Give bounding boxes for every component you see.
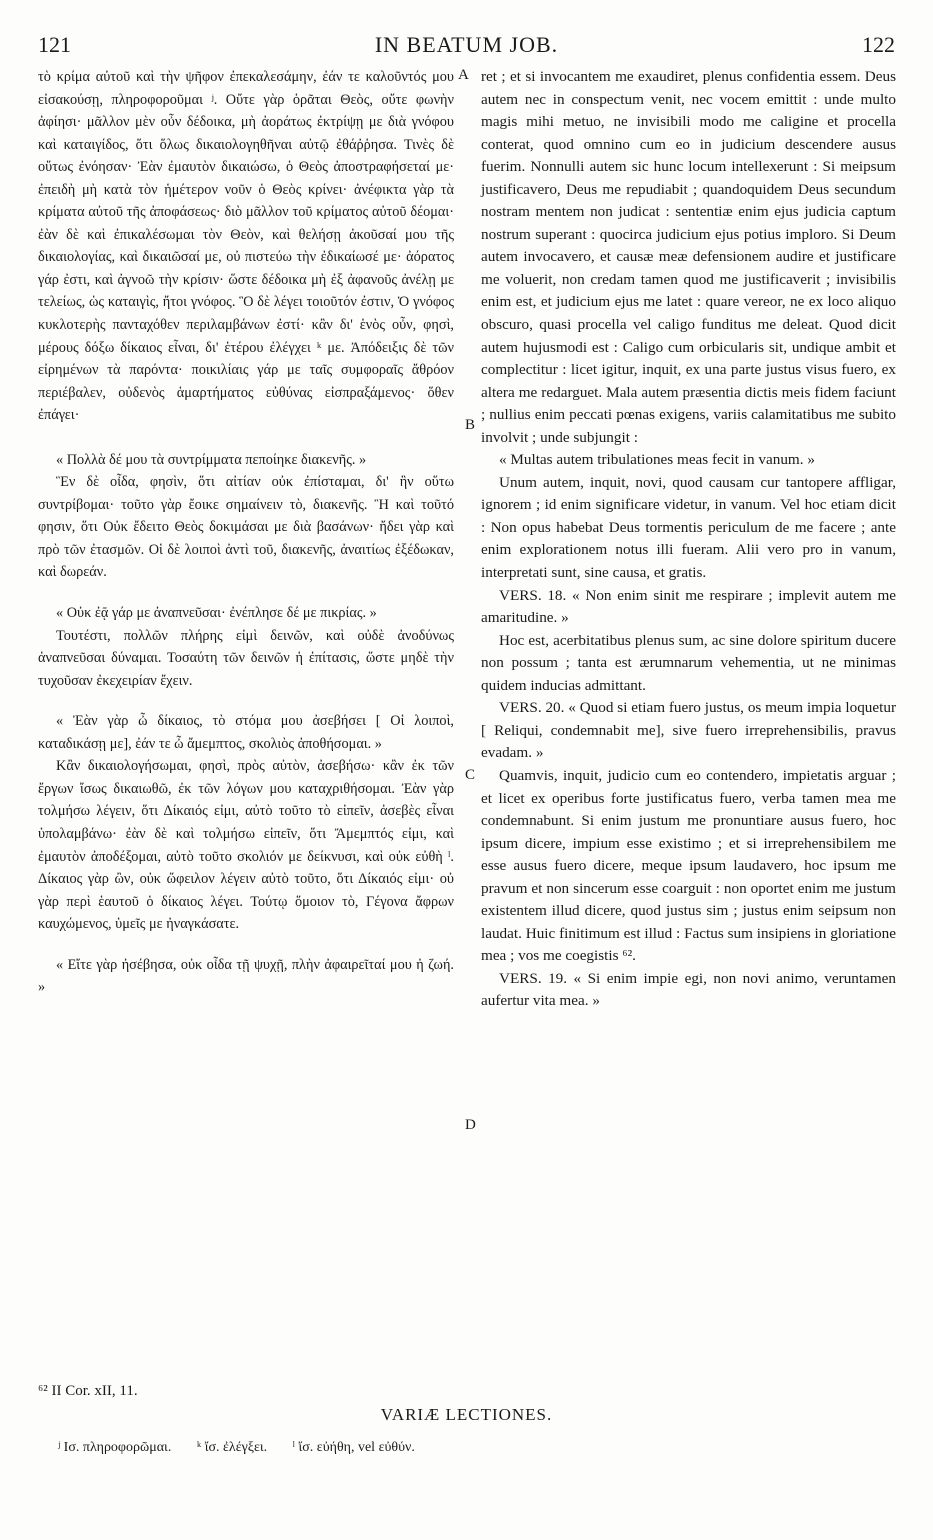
page-number-right: 122 (862, 32, 895, 57)
greek-verse: « Εἴτε γὰρ ἠσέβησα, οὐκ οἶδα τῇ ψυχῇ, πλὴν ἀφαιρεῖταί μου ἡ ζωή. » (38, 956, 454, 996)
greek-paragraph: Τουτέστι, πολλῶν πλήρης εἰμὶ δεινῶν, καὶ οὐδὲ ἀνοδύνως ἀναπνεῦσαι δύναμαι. Τοσαύτη τῶν δεινῶν ἡ ἐπίτασις, ὥστε μηδὲ τὴν τυχοῦσαν ἐκεχειρίαν ἔχειν. (38, 627, 454, 689)
variant-reading: ˡ ἴσ. εὐήθη, vel εὐθύν. (292, 1440, 415, 1455)
greek-verse: « Πολλὰ δέ μου τὰ συντρίμματα πεποίηκε διακενῆς. » (56, 451, 367, 468)
latin-verse: VERS. 19. « Si enim impie egi, non novi animo, veruntamen aufertur vita mea. » (481, 969, 896, 1010)
latin-paragraph: Unum autem, inquit, novi, quod causam cur tantopere affligar, ignorem ; id enim significare videtur, in vanum. Vel hoc etiam dicit : Non opus habebat Deus tormentis periculum de me facere ; ante enim explorationem notus illi fueram. Alii vero pro in vanum, interpretati sunt, sine causa, et gratis. (481, 473, 896, 582)
margin-letter-b: B (465, 417, 476, 433)
latin-verse: « Multas autem tribulationes meas fecit in vanum. » (499, 451, 815, 469)
margin-letter-a: A (458, 67, 469, 83)
latin-paragraph: Hoc est, acerbitatibus plenus sum, ac sine dolore spiritum ducere non possum ; tanta est ærumnarum vehementia, ut ne minimas quidem inducias admittant. (481, 631, 896, 694)
greek-verse: « Οὐκ ἐᾷ γάρ με ἀναπνεῦσαι· ἐνέπλησε δέ με πικρίας. » (56, 605, 377, 622)
greek-paragraph: τὸ κρίμα αὐτοῦ καὶ τὴν ψῆφον ἐπεκαλεσάμην, ἐάν τε καλοῦντός μου εἰσακούσῃ, πληροφοροῦμαι ʲ. Οὔτε γὰρ ὁρᾶται Θεὸς, οὔτε φωνὴν ἀφίησι· μᾶλλον μὲν οὖν δέδοικα, μὴ ἀοράτως ἐκτρίψῃ με διὰ γνόφου καὶ καταιγίδος, ὅτι ὅλως δικαιολογηθῆναι αὐτῷ ἐθάῤῥησα. Τινὲς δὲ οὕτως ἐνόησαν· Ἐὰν ἐμαυτὸν δικαιώσω, ὁ Θεὸς ἀποστραφήσεταί με· ἐπειδὴ μὴ κατὰ τὸν ἡμέτερον νοῦν ὁ Θεὸς κρίνει· ἀνέφικτα γὰρ τὰ κρίματα αὐτοῦ τῆς ἀποφάσεως· διὸ μᾶλλον τοῦ κρίματος αὐτοῦ δέομαι· ἐὰν δὲ καὶ ἐπικαλέσωμαι τὸν Θεὸν, καὶ θελήσῃ ἀκοῦσαί μου τῆς δικαιολογίας, καὶ δικαιῶσαί με, οὐ πιστεύω τὴν ἐδικαίωσέ με· ἀόρατος γάρ ἐστι, καὶ ἀγνοῶ τὴν κρίσιν· ὥστε δέδοικα μὴ ἐξ ἀφανοῦς ἀνέλῃ με τελείως, ὡς καταιγὶς, ἤτοι γνόφος. Ὃ δὲ λέγει τοιοῦτόν ἐστιν, Ὁ γνόφος κυκλοτερὴς πανταχόθεν περιλαμβάνων ἐστί· κἂν δι' ἑνὸς οὖν, φησὶ, μέρους δόξω δίκαιος εἶναι, δι' ἑτέρου ἐλέγχει ᵏ με. Ἀπόδειξις δὲ τῶν εἰρημένων τὰ παρόντα· ποικιλίαις γάρ με ταῖς συμφοραῖς ἄθρόον περιέβαλεν, οὐδενὸς ἁμαρτήματος εὐθύνας εἰσπραξάμενος· ὅθεν ἐπάγει· (38, 69, 454, 424)
greek-verse: « Ἐὰν γὰρ ὦ δίκαιος, τὸ στόμα μου ἀσεβήσει [ Οἱ λοιποὶ, καταδικάσῃ με], ἐάν τε ὦ ἄμεμπτος, σκολιὸς ἀποθήσομαι. » (38, 713, 454, 752)
latin-column (481, 66, 896, 1013)
margin-letter-c: C (465, 767, 476, 783)
greek-paragraph: Κἂν δικαιολογήσωμαι, φησὶ, πρὸς αὐτὸν, ἀσεβήσω· κἂν ἐκ τῶν ἔργων ἴσως δικαιωθῶ, ἐκ τῶν λόγων μου καταχριθήσομαι. Ἐὰν γὰρ τολμήσω λέγειν, ὅτι Δίκαιός εἰμι, αὐτὸ τοῦτο τὸ εἰπεῖν, ἀσεβὲς εἶναι ὑπολαμβάνω· ἐὰν δὲ καὶ τολμήσω εἰπεῖν, ὅτι Ἄμεμπτός εἰμι, καὶ ἐμαυτὸν ἀποδέξομαι, αὐτὸ τοῦτο σκολιόν με δείκνυσι, καὶ οὐκ εὐθὴ ˡ. Δίκαιος γὰρ ὢν, οὐκ ὤφειλον λέγειν αὐτὸ τοῦτο, ὅτι Δίκαιός εἰμι· οὐ γὰρ περὶ ἑαυτοῦ ὁ δίκαιος λέγει. Τούτῳ ὅμοιον τὸ, Γέγονα ἄφρων καυχώμενος, ὑμεῖς με ἠναγκάσατε. (38, 758, 454, 933)
latin-paragraph: ret ; et si invocantem me exaudiret, plenus confidentia essem. Deus autem nec in conspectum venit, nec vocem emittit : unde multo magis mihi metuo, ne invisibili modo me caligine et procella conterat, quod omnino cum eo in judicium descendere ausus fuerim. Nonnulli autem sic hunc locum intellexerunt : Si meipsum justificavero, Deus me repudiabit ; quandoquidem Deus secundum nostram mentem non judicat : sententiæ enim ejus judicia captum nostrum superant : quocirca judicium ejus potius imploro. Si Deum autem invocavero, et causæ meæ defensionem audire et justificare me voluerit, non credam tamen quod me justificaverit ; invisibilis enim est, et judicium ejus me latet : quare vereor, ne ex loco aliquo obscuro, quasi procella vel caligo funditus me deleat. Quod dicit autem hujusmodi est : Caligo cum orbicularis sit, undique ambit et complectitur : licet igitur, inquit, ex una parte justus visus fuero, ex altera me redarguet. Mala autem præsentia dictis meis fidem faciunt ; nullius enim peccati pœnas exigens, variis calamitatibus me subito involvit ; unde subjungit : (481, 68, 896, 446)
variant-reading: ᵏ ἴσ. ἐλέγξει. (196, 1440, 268, 1455)
latin-verse: VERS. 18. « Non enim sinit me respirare ; implevit autem me amaritudine. » (481, 586, 896, 627)
running-title: IN BEATUM JOB. (374, 32, 559, 57)
page-header (38, 32, 895, 62)
greek-paragraph: Ἓν δὲ οἶδα, φησὶν, ὅτι αἰτίαν οὐκ ἐπίσταμαι, δι' ἣν οὕτω συντρίβομαι· τοῦτο γὰρ ἔοικε σημαίνειν τὸ, διακενῆς. Ἢ καὶ τοῦτό φησιν, ὅτι Οὐκ ἔδειτο Θεὸς δοκιμάσαι με διὰ βασάνων· ἤδει γὰρ καὶ πρὸ τῶν ἐτασμῶν. Οἱ δὲ λοιποὶ ἀντὶ τοῦ, διακενῆς, ἀναιτίως ἐξέδωκαν, καὶ δωρεάν. (38, 474, 454, 581)
variae-lectiones (58, 1440, 437, 1456)
margin-letter-d: D (465, 1117, 476, 1133)
variae-lectiones-title: VARIÆ LECTIONES. (380, 1405, 553, 1424)
page-number-left: 121 (38, 32, 71, 57)
footnote: ⁶² II Cor. xII, 11. (38, 1383, 138, 1399)
latin-paragraph: Quamvis, inquit, judicio cum eo contendero, impietatis arguar ; et licet ex operibus forte justificatus fuero, verba tamen mea me condemnabunt. Si enim justum me pronuntiare ausus fuero, hoc ipsum dicere, impium esse existimo ; et si irreprehensibilem me esse ausus fuero dicere, meque ipsum laudavero, hoc ipsum me pravum et non sincerum esse coarguit : non oportet enim me justum existentem illud dicere, quod justus sim ; justus enim seipsum non laudat. Huic finitimum est illud : Factus sum insipiens in gloriatione mea ; vos me coegistis ⁶². (481, 766, 896, 965)
greek-column (38, 66, 454, 999)
latin-verse: VERS. 20. « Quod si etiam fuero justus, os meum impia loquetur [ Reliqui, condemnabit me], sive fuero irreprehensibilis, pravus evadam. » (481, 699, 896, 762)
variant-reading: ʲ Ισ. πληροφορῶμαι. (58, 1440, 172, 1455)
